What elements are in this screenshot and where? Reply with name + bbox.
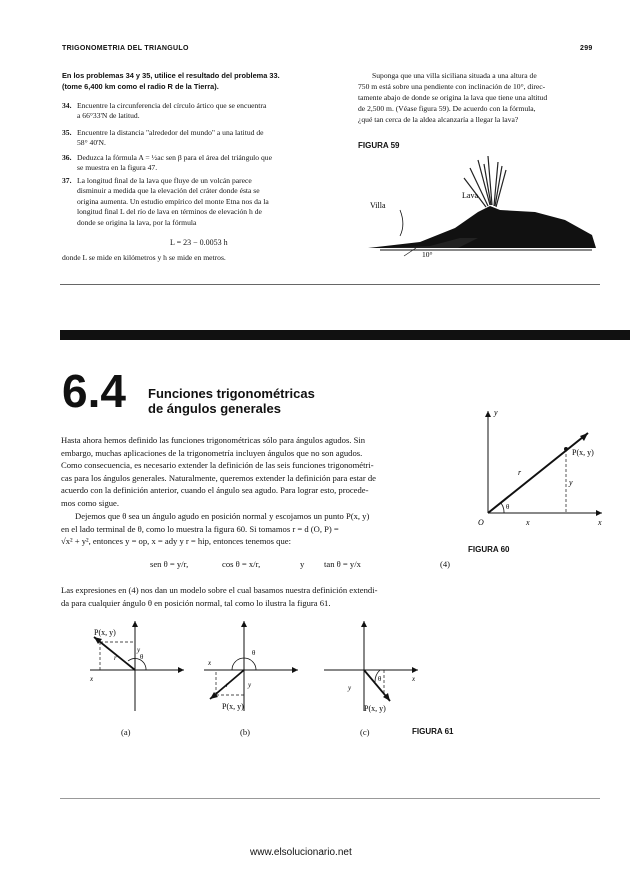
problem-line: a 66°33'N de latitud. <box>77 111 140 121</box>
formula-l: L = 23 − 0.0053 h <box>170 238 228 247</box>
body-line: Las expresiones en (4) nos dan un modelo sobre el cual basamos nuestra definición extendi- <box>61 585 378 595</box>
running-title: TRIGONOMETRIA DEL TRIANGULO <box>62 45 189 52</box>
section-title-line: Funciones trigonométricas <box>148 386 315 401</box>
problem-number: 35. <box>62 128 72 137</box>
villa-label: Villa <box>370 201 386 210</box>
eq-tan: tan θ = y/x <box>324 559 361 569</box>
fig61a-point: P(x, y) <box>94 628 116 637</box>
body-line: cas para los ángulos generales. Naturalmente, queremos extender la definición para estar de <box>61 472 376 483</box>
right-problem-line: de 2,500 m. (Véase figura 59). De acuerdo con la fórmula, <box>358 104 536 113</box>
right-problem-line: tamente abajo de donde se origina la lava que tiene una altitud <box>358 93 548 102</box>
right-problem-line: 750 m está sobre una pendiente con inclinación de 10°, direc- <box>358 82 546 91</box>
fig61a-theta: θ <box>140 653 144 661</box>
figure60-caption: FIGURA 60 <box>468 545 510 554</box>
body-paragraph-1 <box>61 434 457 510</box>
body-paragraph-2 <box>61 510 457 548</box>
problem-line: longitud final L del río de lava en términos de elevación h de <box>77 207 262 217</box>
problem-number: 37. <box>62 176 72 185</box>
figure61-label-a: (a) <box>121 727 131 737</box>
body-line: acuerdo con la definición anterior, cuando el ángulo sea agudo. Para lograr esto, procede- <box>61 485 369 496</box>
section-band <box>60 330 630 340</box>
eq-cos: cos θ = x/r, <box>222 559 261 569</box>
body-line: Dejemos que θ sea un ángulo agudo en posición normal y escojamos un punto P(x, y) <box>75 511 370 521</box>
body-line: en el lado terminal de θ, como lo muestra la figura 60. Si tomamos r = d (O, P) = <box>61 523 339 534</box>
fig60-r-label: r <box>518 468 522 477</box>
body-line: da para cualquier ángulo θ en posición normal, tal como lo ilustra la figura 61. <box>61 597 331 608</box>
problem-35 <box>62 128 340 149</box>
fig61c-y: y <box>348 684 352 692</box>
right-problem-line: ¿qué tan cerca de la aldea alcanzaría a llegar la lava? <box>358 115 519 124</box>
fig61b-point: P(x, y) <box>222 702 244 711</box>
body-line: mos como sigue. <box>61 497 120 508</box>
fig60-x-label: x <box>526 518 530 527</box>
problem-34 <box>62 101 340 122</box>
fig61b-theta: θ <box>252 649 256 657</box>
problem-number: 36. <box>62 153 72 162</box>
fig60-axis-y: y <box>494 408 498 417</box>
problem-line: se muestra en la figura 47. <box>77 163 158 173</box>
fig61c-x: x <box>412 675 416 683</box>
bottom-rule <box>60 798 600 799</box>
figure61-panel-c <box>318 615 428 715</box>
fig61a-x: x <box>90 675 94 683</box>
fig60-axis-x: x <box>598 518 602 527</box>
eq-y: y <box>300 559 305 569</box>
figure60-diagram <box>468 405 608 535</box>
problems-intro-line: (tome 6,400 km como el radio R de la Tierra). <box>62 82 219 91</box>
figure59-volcano <box>360 150 600 260</box>
figure61-panel-b <box>198 615 308 715</box>
fig60-y-label: y <box>569 478 573 487</box>
problem-line: origina aumenta. Un estudio empírico del monte Etna nos da la <box>77 196 269 206</box>
problem-line: Encuentre la circunferencia del círculo ártico que se encuentra <box>77 101 267 110</box>
footer-url[interactable]: www.elsolucionario.net <box>250 847 352 858</box>
fig61a-y: y <box>137 646 141 654</box>
fig61c-theta: θ <box>378 675 382 683</box>
figure61-label-b: (b) <box>240 727 251 737</box>
eq-sen: sen θ = y/r, <box>150 559 189 569</box>
body-line: √x² + y², entonces y = op, x = ady y r = hip, entonces tenemos que: <box>61 536 291 547</box>
body-line: Hasta ahora hemos definido las funciones trigonométricas sólo para ángulos agudos. Sin <box>61 435 366 445</box>
fig60-point-label: P(x, y) <box>572 448 594 457</box>
body-line: Como consecuencia, es necesario extender la definición de las seis funciones trigonométri- <box>61 460 374 471</box>
right-problem-line: Suponga que una villa siciliana situada a una altura de <box>372 71 537 80</box>
eq-label: (4) <box>440 559 451 569</box>
problems-intro-line: En los problemas 34 y 35, utilice el resultado del problema 33. <box>62 71 280 80</box>
figure61-caption: FIGURA 61 <box>412 727 454 736</box>
fig61b-r: r <box>226 681 229 689</box>
fig61b-x: x <box>208 659 212 667</box>
problem-36 <box>62 153 340 174</box>
figure61-panel-a <box>80 615 190 715</box>
right-problem <box>358 70 598 125</box>
fig61b-y: y <box>248 681 252 689</box>
problems-intro <box>62 70 352 92</box>
section-title-line: de ángulos generales <box>148 401 281 416</box>
formula-note: donde L se mide en kilómetros y h se mide en metros. <box>62 253 226 262</box>
page-number: 299 <box>580 45 593 52</box>
lava-label: Lava <box>462 191 478 200</box>
problem-line: 58° 40'N. <box>77 138 106 148</box>
fig60-origin-label: O <box>478 518 484 527</box>
equation-4 <box>150 554 460 576</box>
problem-37 <box>62 176 340 228</box>
figure59-caption: FIGURA 59 <box>358 141 400 150</box>
section-title <box>148 386 315 416</box>
problem-line: Encuentre la distancia "alrededor del mundo" a una latitud de <box>77 128 264 137</box>
fig61c-point: P(x, y) <box>364 704 386 713</box>
divider-line <box>60 284 600 285</box>
problem-number: 34. <box>62 101 72 110</box>
angle-label: 10° <box>422 250 433 259</box>
fig61a-r: r <box>114 654 117 662</box>
problem-line: donde se origina la lava, por la fórmula <box>77 217 197 227</box>
problem-line: disminuir a medida que la elevación del cráter donde ésta se <box>77 186 260 196</box>
figure61-label-c: (c) <box>360 727 370 737</box>
problem-line: Deduzca la fórmula A = ½ac sen β para el área del triángulo que <box>77 153 272 162</box>
body-paragraph-3 <box>61 584 457 609</box>
fig60-theta-label: θ <box>506 503 510 511</box>
section-number: 6.4 <box>62 365 126 417</box>
problem-line: La longitud final de la lava que fluye de un volcán parece <box>77 176 252 185</box>
body-line: embargo, muchas aplicaciones de la trigonometría incluyen ángulos que no son agudos. <box>61 447 363 458</box>
